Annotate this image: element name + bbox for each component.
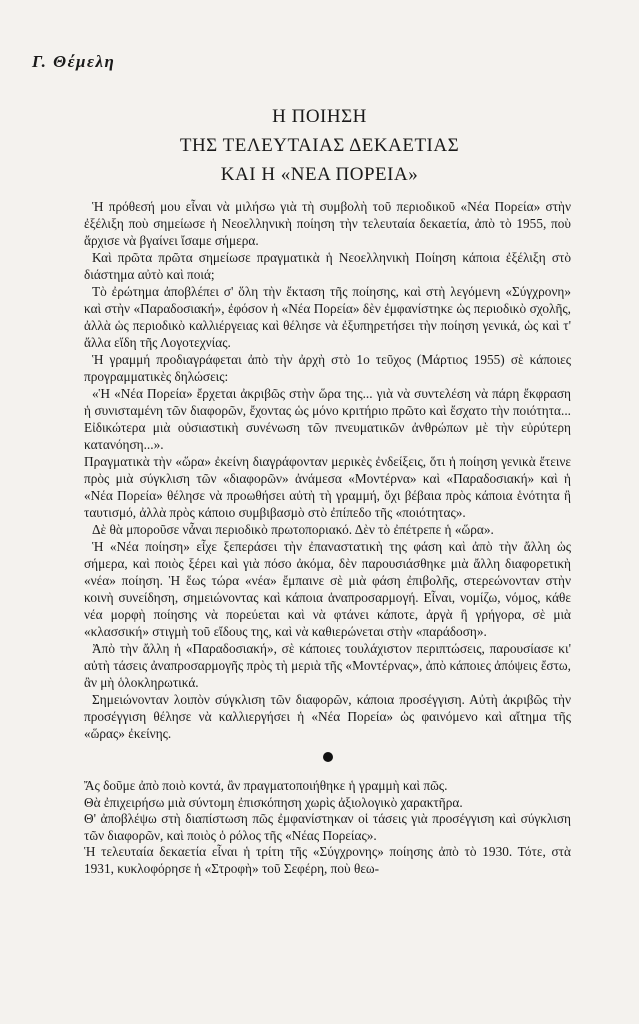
paragraph: Δὲ θὰ μποροῦσε νἆναι περιοδικὸ πρωτοποριακό. Δὲν τὸ ἐπέτρεπε ἡ «ὥρα».	[92, 522, 494, 537]
title-line-2: ΤΗΣ ΤΕΛΕΥΤΑΙΑΣ ΔΕΚΑΕΤΙΑΣ	[179, 135, 460, 156]
paragraph: Ἡ τελευταία δεκαετία εἶναι ἡ τρίτη τῆς «Σύγχρονης» ποίησης ἀπὸ τὸ 1930. Τότε, στὰ 1931, κυκλοφόρησε ἡ «Στροφὴ» τοῦ Σεφέρη, ποὺ θεω-	[84, 844, 571, 876]
paragraph: Θὰ ἐπιχειρήσω μιὰ σύντομη ἐπισκόπηση χωρὶς ἀξιολογικὸ χαρακτῆρα.	[84, 794, 463, 810]
paragraph: Καὶ πρῶτα πρῶτα σημείωσε πραγματικὰ ἡ Νεοελληνικὴ Ποίηση κάποια ἐξέλιξη στὸ διάστημα αὐτὸ καὶ ποιά;	[84, 250, 571, 282]
article-body	[84, 198, 571, 774]
section-separator-dot	[323, 752, 333, 762]
paragraph: Θ' ἀποβλέψω στὴ διαπίστωση πῶς ἐμφανίστηκαν οἱ τάσεις γιὰ προσέγγιση καὶ σύγκλιση τῶν διαφορῶν, καὶ ποιὸς ὁ ρόλος τῆς «Νέας Πορείας».	[84, 811, 571, 843]
article-body-continued	[84, 778, 571, 877]
paragraph: Ἡ γραμμή προδιαγράφεται ἀπὸ τὴν ἀρχὴ στὸ 1ο τεῦχος (Μάρτιος 1955) σὲ κάποιες προγραμματικὲς δηλώσεις:	[84, 352, 571, 384]
paragraph: Ἀπὸ τὴν ἄλλη ἡ «Παραδοσιακή», σὲ κάποιες τουλάχιστον περιπτώσεις, παρουσίασε κι' αὐτὴ τάσεις ἀναπροσαρμογῆς πρὸς τὴ μεριὰ τῆς «Μοντέρνας», ἀπὸ κάποιες ἀπόψεις ἔστω, ἂν μὴ ὁλοκληρωτικά.	[84, 641, 571, 690]
paragraph: Ἄς δοῦμε ἀπὸ ποιὸ κοντά, ἂν πραγματοποιήθηκε ἡ γραμμὴ καὶ πῶς.	[84, 778, 448, 793]
paragraph: Πραγματικὰ τὴν «ὥρα» ἐκείνη διαγράφονταν μερικὲς ἐνδείξεις, ὅτι ἡ ποίηση γενικὰ ἔτεινε πρὸς μιὰ σύγκλιση τῶν «διαφορῶν» ἀνάμεσα «Μοντέρνα» καὶ «Παραδοσιακή» καὶ ἡ «Νέα Πορεία» θέλησε νὰ προωθήσει αὐτὴ τὴ γραμμή, ὄχι βέβαια πρὸς κάποια ἑνότητα ἢ ταυτισμό, ἀλλὰ πρὸς κάποιο συμβιβασμὸ στὸ ἐπίπεδο τῆς «ποιότητας».	[84, 454, 571, 520]
paragraph: Ἡ «Νέα ποίηση» εἶχε ξεπεράσει τὴν ἐπαναστατικὴ της φάση καὶ ἀπὸ τὴν ἄλλη ὡς σήμερα, καὶ ποιὸς ξέρει καὶ γιὰ πόσο ἀκόμα, δὲν παρουσιάσθηκε μιὰ ἄλλη διαφορετικὴ «νέα» ποίηση. Ἡ ἕως τώρα «νέα» ἔμπαινε σὲ μιὰ φάση ἐπιβολῆς, στερεώνονταν στὴν κοινὴ συνείδηση, σημειώνοντας καὶ κάποια ἀναπροσαρμογή. Εἶναι, νομίζω, νόμος, κάθε νέα μορφὴ ποίησης νὰ πορεύεται καὶ νὰ φτάνει κάποτε, ἀργὰ ἢ γρήγορα, σὲ μιὰ «κλασσική» στιγμὴ τοῦ εἴδους της, καὶ νὰ καθιερώνεται στὴν «παράδοση».	[84, 539, 571, 639]
title-line-3: ΚΑΙ Η «ΝΕΑ ΠΟΡΕΙΑ»	[220, 164, 419, 185]
article-title	[0, 102, 639, 189]
quotation: «Ἡ «Νέα Πορεία» ἔρχεται ἀκριβῶς στὴν ὥρα της... γιὰ νὰ συντελέση νὰ πάρη ἔκφραση ἡ συνισταμένη τῶν διαφορῶν, ἔχοντας ὡς μόνο κριτήριο πρῶτο καὶ ἔσχατο τὴν ποιότητα... Εἰδικώτερα μιὰ οὐσιαστικὴ συνένωση τῶν πνευματικῶν ἀνθρώπων μὲ τὴν εὐρύτερη κατανόηση...».	[84, 386, 571, 452]
title-line-1: Η ΠΟΙΗΣΗ	[272, 106, 367, 127]
paragraph: Σημειώνονταν λοιπὸν σύγκλιση τῶν διαφορῶν, κάποια προσέγγιση. Αὐτὴ ἀκριβῶς τὴν προσέγγιση θέλησε νὰ καλλιεργήσει ἡ «Νέα Πορεία» ὡς φαινόμενο καὶ αἴτημα τῆς «ὥρας» ἐκείνης.	[84, 692, 571, 741]
paragraph: Τὸ ἐρώτημα ἀποβλέπει σ' ὅλη τὴν ἔκταση τῆς ποίησης, καὶ στὴ λεγόμενη «Σύγχρονη» καὶ στὴν «Παραδοσιακή», ἐφόσον ἡ «Νέα Πορεία» δὲν ἐμφανίστηκε ὡς περιοδικὸ σχολῆς, ἀλλὰ ὡς περιοδικὸ καλλιέργειας καὶ θέλησε νὰ ἐξυπηρετήσει τὴν ποίηση γενικά, ὡς καὶ τ' ἄλλα εἴδη τῆς Λογοτεχνίας.	[84, 284, 571, 350]
paragraph: Ἡ πρόθεσή μου εἶναι νὰ μιλήσω γιὰ τὴ συμβολὴ τοῦ περιοδικοῦ «Νέα Πορεία» στὴν ἐξέλιξη ποὺ σημείωσε ἡ Νεοελληνικὴ ποίηση τὴν τελευταία δεκαετία, ἀπὸ τὸ 1955, ποὺ ἄρχισε νὰ βγαίνει ἴσαμε σήμερα.	[84, 199, 571, 248]
author-name: Γ. Θέμελη	[32, 52, 116, 71]
